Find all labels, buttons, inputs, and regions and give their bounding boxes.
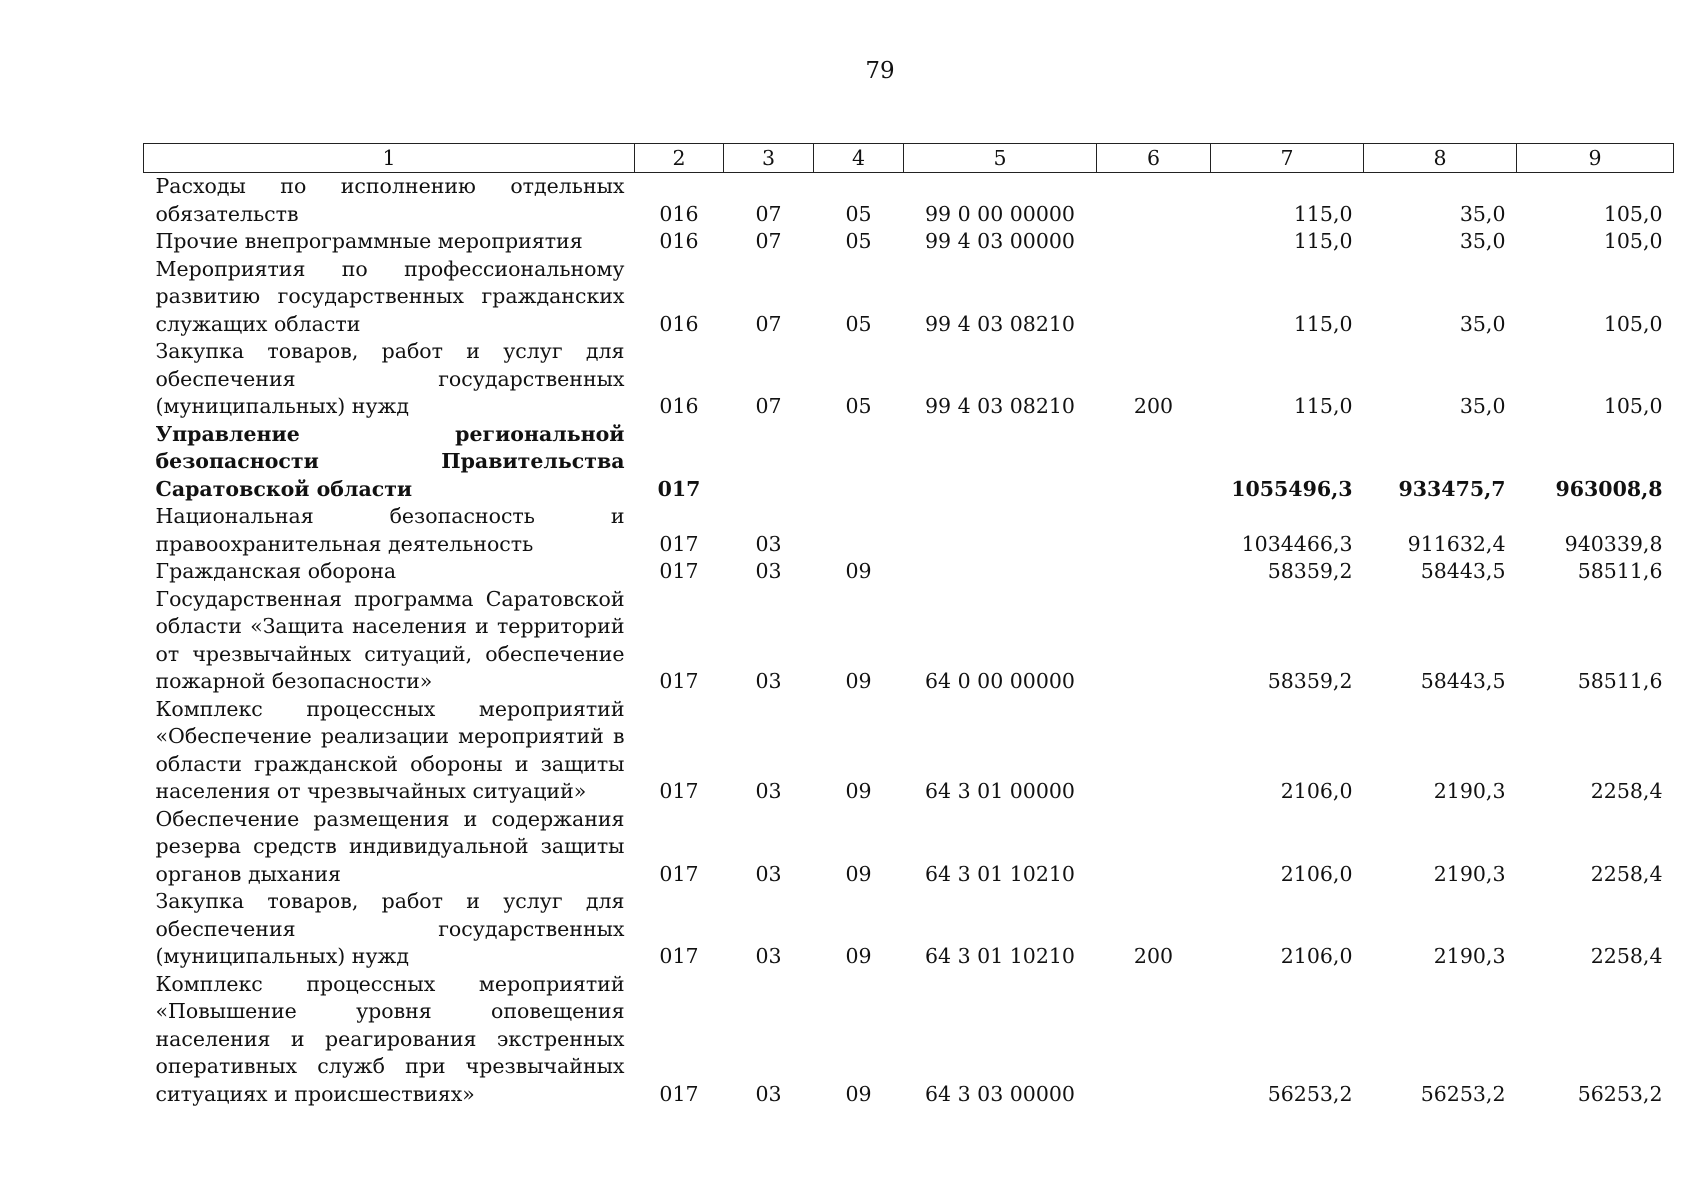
table-row bbox=[144, 173, 1674, 229]
amount-col-7: 2106,0 bbox=[1280, 944, 1353, 968]
code-section: 03 bbox=[755, 944, 782, 968]
code-ministry: 017 bbox=[659, 779, 699, 803]
code-subsection: 09 bbox=[845, 861, 872, 886]
code-ministry: 016 bbox=[659, 229, 699, 253]
code-expense-type bbox=[1097, 173, 1211, 229]
amount-col-7: 1055496,3 bbox=[1231, 476, 1353, 501]
amount-col-9: 56253,2 bbox=[1577, 1081, 1663, 1106]
code-target-article: 64 0 00 00000 bbox=[925, 669, 1075, 693]
amount-col-9: 58511,6 bbox=[1577, 559, 1663, 583]
amount-col-8: 2190,3 bbox=[1433, 861, 1506, 886]
table-row bbox=[144, 971, 1674, 1109]
table-row bbox=[144, 806, 1674, 889]
amount-col-9: 2258,4 bbox=[1590, 944, 1663, 968]
amount-col-8: 35,0 bbox=[1459, 394, 1506, 418]
amount-col-7: 2106,0 bbox=[1280, 861, 1353, 886]
code-expense-type bbox=[1097, 696, 1211, 806]
code-ministry: 016 bbox=[659, 311, 699, 336]
amount-col-7: 115,0 bbox=[1293, 201, 1353, 226]
code-ministry: 016 bbox=[659, 394, 699, 418]
code-target-article: 64 3 01 10210 bbox=[925, 944, 1075, 968]
row-name: Мероприятия по профессиональному развитию государственных гражданских служащих области bbox=[155, 256, 625, 336]
code-target-article: 99 4 03 08210 bbox=[925, 311, 1075, 336]
amount-col-7: 2106,0 bbox=[1280, 779, 1353, 803]
code-ministry: 017 bbox=[659, 861, 699, 886]
row-name: Прочие внепрограммные мероприятия bbox=[155, 229, 583, 253]
code-target-article bbox=[904, 503, 1097, 558]
amount-col-9: 105,0 bbox=[1603, 201, 1663, 226]
amount-col-8: 56253,2 bbox=[1420, 1081, 1506, 1106]
row-name: Закупка товаров, работ и услуг для обеспечения государственных (муниципальных) нужд bbox=[155, 339, 625, 418]
row-name: Управление региональной безопасности Правительства Саратовской области bbox=[155, 421, 625, 501]
table-row bbox=[144, 338, 1674, 421]
code-subsection bbox=[814, 503, 904, 558]
code-subsection: 09 bbox=[845, 779, 872, 803]
code-target-article: 64 3 03 00000 bbox=[925, 1081, 1075, 1106]
code-ministry: 017 bbox=[659, 531, 699, 556]
code-target-article: 99 4 03 00000 bbox=[925, 229, 1075, 253]
amount-col-8: 2190,3 bbox=[1433, 779, 1506, 803]
amount-col-9: 105,0 bbox=[1603, 394, 1663, 418]
amount-col-8: 58443,5 bbox=[1420, 669, 1506, 693]
table-row bbox=[144, 503, 1674, 558]
table-row bbox=[144, 696, 1674, 806]
code-subsection: 05 bbox=[845, 201, 872, 226]
amount-col-7: 56253,2 bbox=[1267, 1081, 1353, 1106]
budget-table bbox=[143, 143, 1674, 1108]
code-section bbox=[724, 421, 814, 504]
code-section: 07 bbox=[755, 201, 782, 226]
row-name: Национальная безопасность и правоохранительная деятельность bbox=[155, 504, 625, 556]
amount-col-7: 115,0 bbox=[1293, 394, 1353, 418]
header-row bbox=[144, 144, 1674, 173]
code-target-article: 99 4 03 08210 bbox=[925, 394, 1075, 418]
page-number: 79 bbox=[865, 58, 895, 84]
column-header-5: 5 bbox=[904, 144, 1097, 173]
row-name: Закупка товаров, работ и услуг для обеспечения государственных (муниципальных) нужд bbox=[155, 889, 625, 968]
amount-col-7: 115,0 bbox=[1293, 229, 1353, 253]
amount-col-8: 35,0 bbox=[1459, 311, 1506, 336]
code-target-article bbox=[904, 421, 1097, 504]
row-name: Комплекс процессных мероприятий «Повышение уровня оповещения населения и реагирования экстренных оперативных служб при чрезвычайных ситуациях и происшествиях» bbox=[155, 971, 625, 1106]
code-section: 07 bbox=[755, 311, 782, 336]
amount-col-8: 35,0 bbox=[1459, 229, 1506, 253]
code-section: 03 bbox=[755, 1081, 782, 1106]
code-section: 03 bbox=[755, 779, 782, 803]
amount-col-7: 58359,2 bbox=[1267, 559, 1353, 583]
code-expense-type bbox=[1097, 586, 1211, 696]
column-header-6: 6 bbox=[1097, 144, 1211, 173]
table-row bbox=[144, 256, 1674, 339]
column-header-2: 2 bbox=[635, 144, 724, 173]
amount-col-8: 911632,4 bbox=[1407, 531, 1506, 556]
code-target-article: 99 0 00 00000 bbox=[925, 201, 1075, 226]
code-ministry: 016 bbox=[659, 201, 699, 226]
amount-col-7: 58359,2 bbox=[1267, 669, 1353, 693]
code-expense-type: 200 bbox=[1133, 944, 1174, 968]
amount-col-9: 2258,4 bbox=[1590, 861, 1663, 886]
table-body bbox=[144, 173, 1674, 1109]
code-ministry: 017 bbox=[659, 669, 699, 693]
amount-col-9: 2258,4 bbox=[1590, 779, 1663, 803]
amount-col-9: 963008,8 bbox=[1555, 476, 1663, 501]
row-name: Государственная программа Саратовской области «Защита населения и территорий от чрезвычайных ситуаций, обеспечение пожарной безопасности» bbox=[155, 586, 625, 693]
row-name: Обеспечение размещения и содержания резерва средств индивидуальной защиты органов дыхания bbox=[155, 806, 625, 886]
code-ministry: 017 bbox=[659, 559, 699, 583]
row-name: Расходы по исполнению отдельных обязательств bbox=[155, 174, 625, 226]
column-header-8: 8 bbox=[1364, 144, 1517, 173]
column-header-1: 1 bbox=[144, 144, 635, 173]
table-row bbox=[144, 888, 1674, 971]
amount-col-9: 58511,6 bbox=[1577, 669, 1663, 693]
amount-col-9: 940339,8 bbox=[1564, 531, 1663, 556]
code-target-article: 64 3 01 10210 bbox=[925, 861, 1075, 886]
code-ministry: 017 bbox=[659, 944, 699, 968]
column-header-4: 4 bbox=[814, 144, 904, 173]
code-target-article bbox=[904, 558, 1097, 586]
amount-col-8: 58443,5 bbox=[1420, 559, 1506, 583]
code-subsection: 09 bbox=[845, 944, 872, 968]
amount-col-8: 2190,3 bbox=[1433, 944, 1506, 968]
code-section: 03 bbox=[755, 559, 782, 583]
table-row bbox=[144, 228, 1674, 256]
code-section: 03 bbox=[755, 861, 782, 886]
column-header-7: 7 bbox=[1211, 144, 1364, 173]
code-expense-type bbox=[1097, 971, 1211, 1109]
table-row bbox=[144, 421, 1674, 504]
code-expense-type bbox=[1097, 503, 1211, 558]
code-subsection: 05 bbox=[845, 229, 872, 253]
amount-col-8: 933475,7 bbox=[1398, 476, 1506, 501]
code-expense-type bbox=[1097, 806, 1211, 889]
code-section: 03 bbox=[755, 531, 782, 556]
code-subsection: 09 bbox=[845, 669, 872, 693]
code-subsection: 09 bbox=[845, 559, 872, 583]
code-expense-type bbox=[1097, 256, 1211, 339]
code-ministry: 017 bbox=[657, 476, 701, 501]
code-section: 03 bbox=[755, 669, 782, 693]
amount-col-7: 1034466,3 bbox=[1241, 531, 1353, 556]
code-expense-type bbox=[1097, 228, 1211, 256]
code-subsection: 05 bbox=[845, 394, 872, 418]
code-target-article: 64 3 01 00000 bbox=[925, 779, 1075, 803]
amount-col-9: 105,0 bbox=[1603, 311, 1663, 336]
amount-col-8: 35,0 bbox=[1459, 201, 1506, 226]
code-subsection: 09 bbox=[845, 1081, 872, 1106]
table-row bbox=[144, 558, 1674, 586]
row-name: Комплекс процессных мероприятий «Обеспечение реализации мероприятий в области гражданской обороны и защиты населения от чрезвычайных ситуаций» bbox=[155, 696, 625, 803]
column-header-3: 3 bbox=[724, 144, 814, 173]
code-subsection bbox=[814, 421, 904, 504]
column-header-9: 9 bbox=[1517, 144, 1674, 173]
code-section: 07 bbox=[755, 229, 782, 253]
code-expense-type: 200 bbox=[1133, 394, 1174, 418]
code-subsection: 05 bbox=[845, 311, 872, 336]
code-expense-type bbox=[1097, 558, 1211, 586]
code-ministry: 017 bbox=[659, 1081, 699, 1106]
row-name: Гражданская оборона bbox=[155, 559, 397, 583]
code-section: 07 bbox=[755, 394, 782, 418]
amount-col-9: 105,0 bbox=[1603, 229, 1663, 253]
code-expense-type bbox=[1097, 421, 1211, 504]
amount-col-7: 115,0 bbox=[1293, 311, 1353, 336]
table-row bbox=[144, 586, 1674, 696]
